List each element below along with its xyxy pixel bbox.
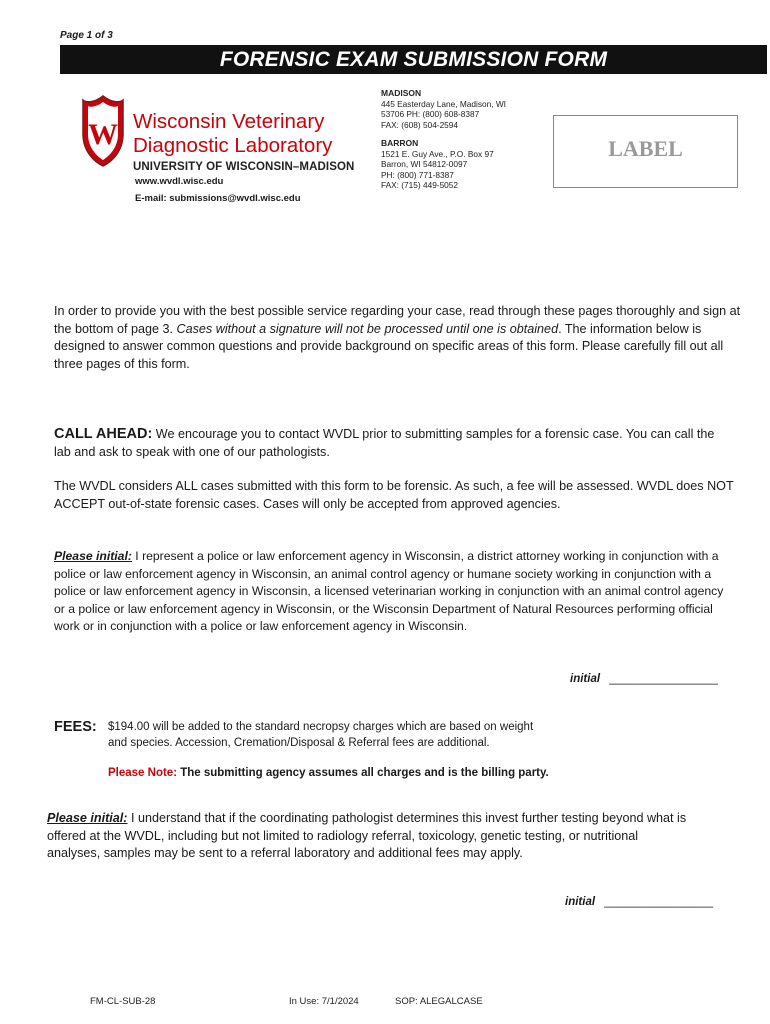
fees-line2: and species. Accession, Cremation/Disposal & Referral fees are additional. bbox=[108, 737, 490, 749]
madison-address bbox=[381, 88, 506, 130]
initial-statement-2 bbox=[47, 810, 687, 863]
initial-statement-1 bbox=[54, 548, 734, 636]
logo-university: UNIVERSITY OF WISCONSIN–MADISON bbox=[133, 161, 355, 173]
footer-in-use: In Use: 7/1/2024 bbox=[289, 996, 359, 1007]
crest-letter: W bbox=[88, 118, 118, 151]
email-link[interactable]: E-mail: submissions@wvdl.wisc.edu bbox=[135, 193, 301, 204]
initial-text-2: I understand that if the coordinating pathologist determines this invest further testing beyond what is offered at the WVDL, including but not limited to radiology referral, toxicology, genetic testing, or nutritional analyses, samples may be sent to a referral laboratory and additional fees may apply. bbox=[47, 811, 687, 861]
intro-text-1: In order to provide you with the best possible service regarding your case, read through these pages thoroughly and sign at the bottom of page 3. bbox=[54, 304, 741, 336]
barron-line1: 1521 E. Guy Ave., P.O. Box 97 bbox=[381, 148, 494, 159]
footer-sop: SOP: ALEGALCASE bbox=[395, 996, 483, 1007]
barron-line2: Barron, WI 54812-0097 bbox=[381, 159, 468, 169]
fees-note bbox=[108, 767, 549, 779]
initial-label-1: initial bbox=[570, 673, 601, 685]
madison-line1: 445 Easterday Lane, Madison, WI bbox=[381, 98, 506, 109]
barron-line3: PH: (800) 771-8387 bbox=[381, 169, 454, 180]
form-title: FORENSIC EXAM SUBMISSION FORM bbox=[60, 45, 767, 74]
uw-crest-icon bbox=[79, 94, 127, 168]
intro-signature-warning: Cases without a signature will not be processed until one is obtained bbox=[176, 321, 559, 336]
call-ahead-text: We encourage you to contact WVDL prior to submitting samples for a forensic case. You can call the lab and ask to speak with one of our pathologists. bbox=[54, 427, 715, 459]
fees-heading: FEES: bbox=[54, 719, 97, 735]
website-link[interactable]: www.wvdl.wisc.edu bbox=[135, 176, 224, 187]
madison-line2: 53706 PH: (800) 608-8387 bbox=[381, 109, 480, 119]
initial-field-1[interactable] bbox=[570, 673, 718, 685]
barron-address bbox=[381, 138, 494, 191]
label-box: LABEL bbox=[553, 115, 738, 188]
intro-paragraph bbox=[54, 303, 744, 373]
call-ahead-heading: CALL AHEAD: bbox=[54, 426, 153, 442]
logo-name-line2: Diagnostic Laboratory bbox=[133, 134, 333, 157]
fees-note-label: Please Note: bbox=[108, 767, 178, 779]
intro-text-3: . The information below is designed to answer common questions and provide background on specific areas of this form. Please carefully fill out all three pages of this form. bbox=[54, 321, 724, 371]
fees-note-text: The submitting agency assumes all charges and is the billing party. bbox=[177, 767, 549, 779]
page-number: Page 1 of 3 bbox=[60, 30, 113, 41]
initial-heading-1: Please initial: bbox=[54, 549, 132, 563]
forensic-note: The WVDL considers ALL cases submitted with this form to be forensic. As such, a fee will be assessed. WVDL does NOT ACCEPT out-of-state forensic cases. Cases will only be accepted from approved agencies. bbox=[54, 479, 734, 511]
initial-blank-2[interactable]: _________________ bbox=[604, 896, 713, 908]
initial-text-1: I represent a police or law enforcement agency in Wisconsin, a district attorney working in conjunction with a police or law enforcement agency in Wisconsin, an animal control agency or humane society working in conjunction with a police or law enforcement agency in Wisconsin, a licensed veterinarian working in conjunction with an animal control agency or a police or law enforcement agency in Wisconsin, or the Wisconsin Department of Natural Resources performing official work or in conjunction with a police or law enforcement agency in Wisconsin. bbox=[54, 549, 724, 634]
initial-blank-1[interactable]: _________________ bbox=[609, 673, 718, 685]
fees-line1: $194.00 will be added to the standard necropsy charges which are based on weight bbox=[108, 721, 534, 733]
wvdl-logo bbox=[75, 92, 365, 184]
barron-heading: BARRON bbox=[381, 138, 419, 148]
initial-label-2: initial bbox=[565, 896, 596, 908]
footer-form-id: FM-CL-SUB-28 bbox=[90, 996, 156, 1007]
initial-field-2[interactable] bbox=[565, 896, 713, 908]
madison-line3: FAX: (608) 504-2594 bbox=[381, 119, 459, 130]
call-ahead-section bbox=[54, 426, 734, 461]
initial-heading-2: Please initial: bbox=[47, 811, 128, 825]
madison-heading: MADISON bbox=[381, 88, 422, 98]
barron-line4: FAX: (715) 449-5052 bbox=[381, 180, 459, 190]
logo-name-line1: Wisconsin Veterinary bbox=[133, 110, 325, 133]
